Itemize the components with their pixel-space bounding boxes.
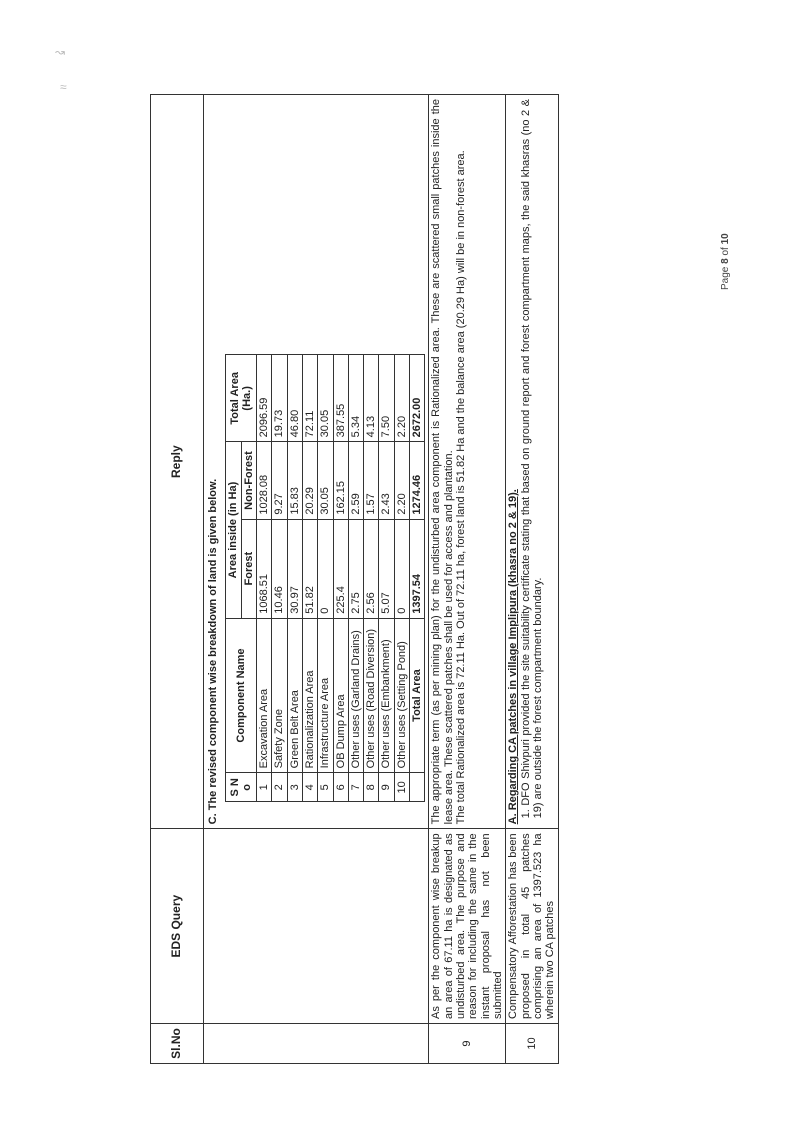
section-c-title: C. The revised component wise breakdown of land is given below.	[207, 478, 219, 825]
row-10-reply-heading: A. Regarding CA patches in village Implipura (khasra no 2 & 19).	[507, 489, 520, 825]
component-header: Component Name	[226, 618, 257, 773]
row-10-reply-item: 1. DFO Shivpuri provided the site suitability certificate stating that based on ground report and forest compartment maps, the said khasras (no 2 & 19) are outside the forest compartment boundary.	[519, 99, 544, 819]
header-row	[151, 95, 204, 1064]
nonforest-header: Non-Forest	[241, 442, 256, 519]
table-row: 2 Safety Zone 10.46 9.27 19.73	[272, 355, 287, 802]
sno-header: S N o	[226, 773, 257, 802]
table-row: 7 Other uses (Garland Drains) 2.75 2.59 5.34	[348, 355, 363, 802]
inner-header-row	[226, 355, 241, 802]
table-row: 9 Other uses (Embankment) 5.07 2.43 7.50	[379, 355, 394, 802]
total-label: Total Area	[410, 618, 425, 773]
table-row: 3 Green Belt Area 30.97 15.83 46.80	[287, 355, 302, 802]
page-total: 10	[720, 233, 731, 245]
table-row: 8 Other uses (Road Diversion) 2.56 1.57 4.13	[364, 355, 379, 802]
row-9-reply-p2: The total Rationalized area is 72.11 Ha. Out of 72.11 ha, forest land is 51.82 Ha and the balance area (20.29 Ha) will be in non-forest area.	[455, 150, 467, 825]
row-10	[506, 95, 558, 1064]
table-row: 6 OB Dump Area 225.4 162.15 387.55	[333, 355, 348, 802]
page-footer	[720, 233, 731, 290]
total-nonforest: 1274.46	[410, 442, 425, 519]
row-9-query: As per the component wise breakup an area of 67.11 ha is designated as undisturbed area. The purpose and reason for including the same in the instant proposal has not been submitted	[429, 829, 506, 1024]
table-row: 1 Excavation Area 1068.51 1028.08 2096.59	[256, 355, 271, 802]
section-c-cell	[204, 95, 429, 829]
total-row	[410, 355, 425, 802]
page-prefix: Page	[720, 266, 731, 290]
total-area: 2672.00	[410, 355, 425, 442]
row-10-slno: 10	[506, 1024, 558, 1064]
total-area-header: Total Area (Ha.)	[226, 355, 257, 442]
row-9-reply	[429, 95, 506, 829]
continuation-row	[204, 95, 429, 1064]
table-row: 4 Rationalization Area 51.82 20.29 72.11	[302, 355, 317, 802]
table-row: 5 Infrastructure Area 0 30.05 30.05	[318, 355, 333, 802]
col-header-reply: Reply	[151, 95, 204, 829]
col-header-slno: Sl.No	[151, 1024, 204, 1064]
page-of: of	[720, 247, 731, 256]
page-number: 8	[720, 258, 731, 264]
row-9-slno: 9	[429, 1024, 506, 1064]
table-row: 10 Other uses (Setting Pond) 0 2.20 2.20	[394, 355, 409, 802]
scan-mark: ≈	[60, 80, 67, 94]
row-10-query: Compensatory Afforestation has been proposed in total 45 patches comprising an area of 1397.523 ha wherein two CA patches	[506, 829, 558, 1024]
area-group-header: Area inside (in Ha)	[226, 442, 241, 618]
col-header-query: EDS Query	[151, 829, 204, 1024]
scan-mark: ↝	[55, 45, 66, 59]
row-10-reply	[506, 95, 558, 829]
forest-header: Forest	[241, 519, 256, 618]
component-breakdown-table	[225, 354, 425, 802]
total-forest: 1397.54	[410, 519, 425, 618]
eds-reply-table	[150, 94, 559, 1064]
row-9	[429, 95, 506, 1064]
row-9-reply-p1: The appropriate term (as per mining plan) for the undisturbed area component is Rationalized area. These are scattered small patches inside the lease area. These scattered patches shall be used for access and plantation.	[430, 99, 455, 825]
